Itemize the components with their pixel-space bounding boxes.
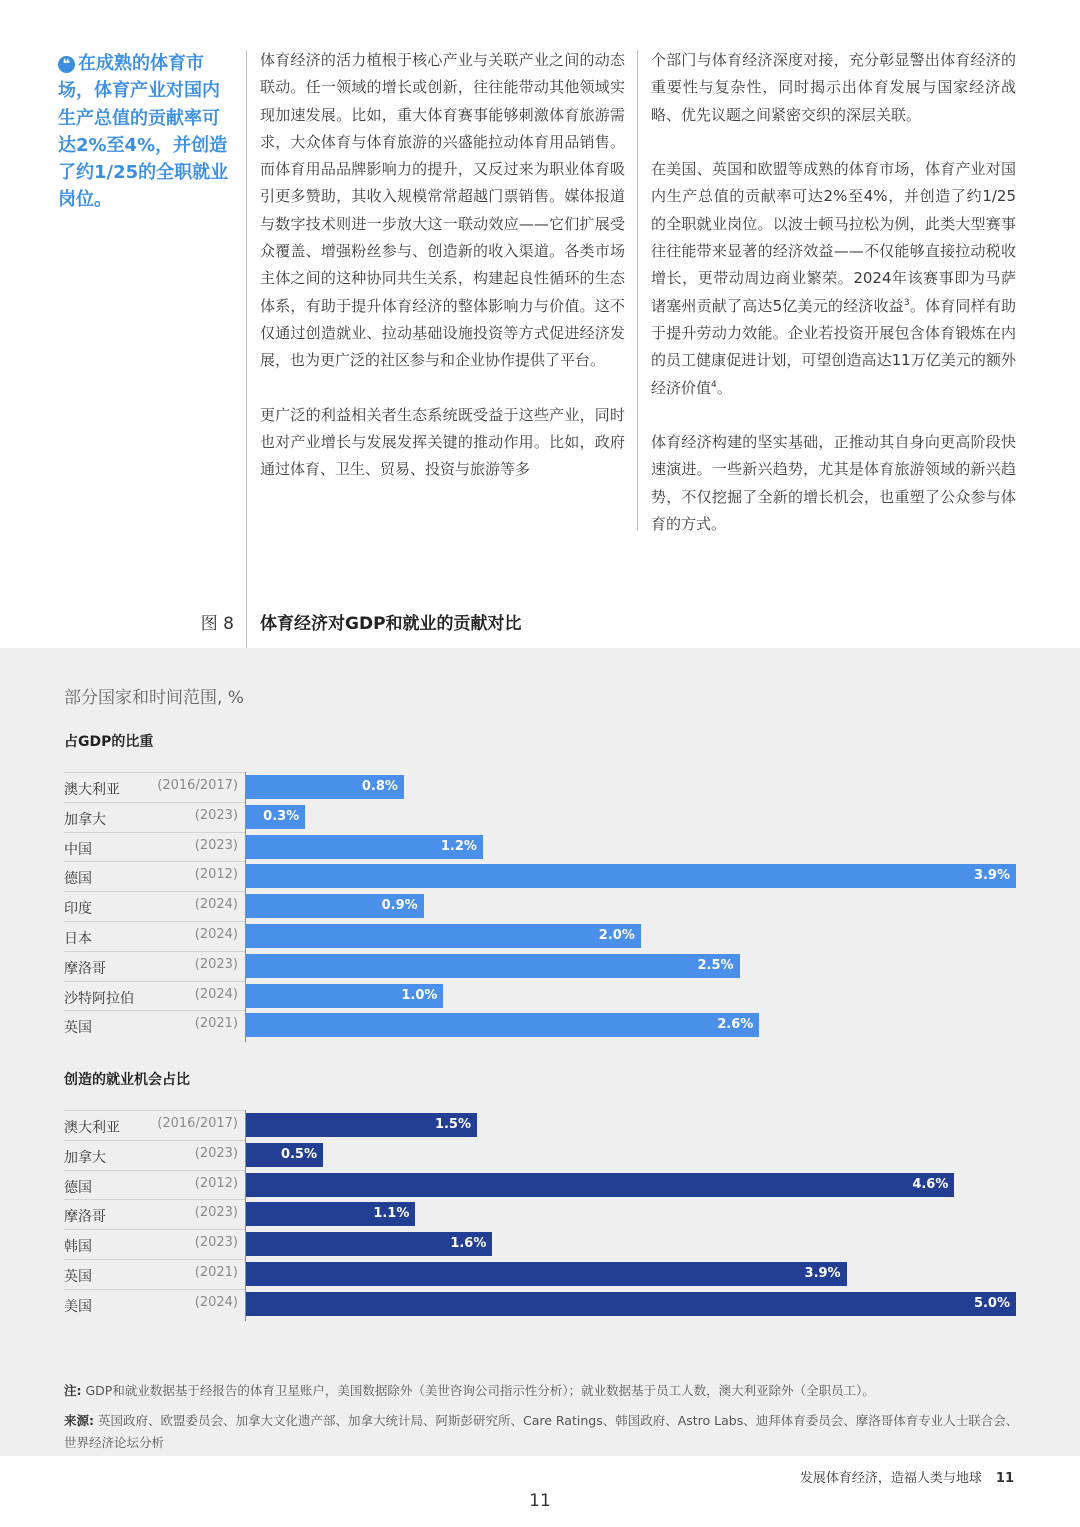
chart-axis [245, 1110, 246, 1321]
chart-row [64, 772, 246, 802]
figure-label: 图 8 [200, 614, 234, 634]
chart-bar [246, 1173, 954, 1197]
gdp-section-title: 占GDP的比重 [64, 734, 154, 750]
year-label: (2023) [194, 956, 238, 972]
bar-value-label: 3.9% [804, 1266, 841, 1281]
chart-bar [246, 775, 404, 799]
body-column-2 [651, 47, 1016, 538]
year-label: (2023) [194, 837, 238, 853]
chart-bar [246, 1113, 477, 1137]
bar-value-label: 3.9% [973, 868, 1010, 884]
chart-bar [246, 1143, 323, 1167]
bar-value-label: 0.9% [381, 898, 418, 914]
year-label: (2024) [194, 1294, 238, 1310]
country-label: 澳大利亚 [64, 782, 120, 798]
country-label: 中国 [64, 841, 92, 858]
year-label: (2021) [194, 1265, 238, 1280]
chart-row [64, 1140, 246, 1170]
country-label: 德国 [64, 871, 92, 888]
year-label: (2023) [194, 807, 238, 823]
bar-value-label: 1.6% [450, 1236, 487, 1252]
pull-quote [58, 50, 236, 214]
paragraph: 体育经济的活力植根于核心产业与关联产业之间的动态联动。任一领域的增长或创新，往往能带动其他领域实现加速发展。比如，重大体育赛事能够刺激体育旅游需求，大众体育与体育旅游的兴盛能拉动体育用品销售。而体育用品品牌影响力的提升，又反过来为职业体育吸引更多赞助，其收入规模常常超越门票销售。媒体报道与数字技术则进一步放大这一联动效应——它们扩展受众覆盖、增强粉丝参与、创造新的收入渠道。各类市场主体之间的这种协同共生关系，构建起良性循环的生态体系，有助于提升体育经济的整体影响力与价值。这不仅通过创造就业、拉动基础设施投资等方式促进经济发展，也为更广泛的社区参与和企业协作提供了平台。 [260, 51, 625, 370]
chart-row [64, 1110, 246, 1140]
chart-note: 注: GDP和就业数据基于经报告的体育卫星账户，美国数据除外（美世咨询公司指示性分析）；就业数据基于员工人数，澳大利亚除外（全职员工）。 [64, 1383, 875, 1398]
bar-value-label: 1.0% [401, 987, 438, 1003]
bar-value-label: 2.6% [717, 1017, 754, 1033]
footnote-ref: 3 [903, 297, 910, 308]
year-label: (2016/2017) [157, 778, 238, 793]
running-footer [800, 1467, 1014, 1486]
bar-value-label: 5.0% [973, 1295, 1010, 1311]
chart-panel [0, 648, 1080, 1456]
paragraph: 体育经济构建的坚实基础，正推动其自身向更高阶段快速演进。一些新兴趋势，尤其是体育旅游领域的新兴趋势，不仅挖掘了全新的增长机会，也重塑了公众参与体育的方式。 [651, 433, 1016, 534]
year-label: (2023) [194, 1145, 238, 1161]
bar-value-label: 0.3% [263, 808, 300, 824]
bar-value-label: 0.8% [361, 779, 398, 794]
footnote-ref: 4 [711, 379, 717, 390]
chart-row [64, 1259, 246, 1289]
chart-bar [246, 805, 305, 829]
chart-row [64, 1289, 246, 1319]
country-label: 摩洛哥 [64, 960, 106, 977]
chart-bar [246, 984, 443, 1008]
country-label: 美国 [64, 1298, 92, 1315]
column-divider-right [637, 50, 638, 530]
chart-bar [246, 1262, 847, 1286]
year-label: (2024) [194, 927, 238, 942]
year-label: (2024) [194, 897, 238, 913]
paragraph: 更广泛的利益相关者生态系统既受益于这些产业，同时也对产业增长与发展发挥关键的推动作用。比如，政府通过体育、卫生、贸易、投资与旅游等多 [260, 405, 625, 479]
year-label: (2012) [194, 1175, 238, 1191]
chart-bar [246, 894, 424, 918]
chart-bar [246, 835, 483, 859]
chart-row [64, 921, 246, 951]
figure-title: 体育经济对GDP和就业的贡献对比 [260, 614, 522, 634]
chart-row [64, 981, 246, 1011]
quote-icon: ❝ [58, 56, 75, 73]
country-label: 英国 [64, 1269, 92, 1285]
country-label: 澳大利亚 [64, 1120, 120, 1136]
chart-bar [246, 1013, 759, 1037]
bar-value-label: 1.5% [434, 1117, 471, 1132]
chart-bar [246, 924, 641, 948]
body-column-1 [260, 47, 625, 484]
year-label: (2023) [194, 1205, 238, 1221]
bar-value-label: 1.2% [440, 838, 477, 854]
chart-row [64, 951, 246, 981]
chart-row [64, 1010, 246, 1040]
paragraph: 在美国、英国和欧盟等成熟的体育市场，体育产业对国内生产总值的贡献率可达2%至4%，并创造了约1/25的全职就业岗位。以波士顿马拉松为例，此类大型赛事往往能带来显著的经济效益——不仅能够直接拉动税收增长，更带动周边商业繁荣。2024年该赛事即为马萨诸塞州贡献了高达5亿美元的经济收益$^3$。体育同样有助于提升劳动力效能。企业若投资开展包含体育锻炼在内的员工健康促进计划，可望创造高达11万亿美元的额外经济价值$^4$。 [651, 160, 1016, 397]
bar-value-label: 2.0% [598, 928, 635, 943]
chart-axis [245, 772, 246, 1042]
country-label: 印度 [64, 901, 92, 918]
chart-bar [246, 1202, 415, 1226]
bar-value-label: 0.5% [280, 1146, 317, 1162]
year-label: (2012) [194, 867, 238, 883]
year-label: (2024) [194, 986, 238, 1002]
country-label: 加拿大 [64, 1149, 106, 1166]
country-label: 韩国 [64, 1239, 92, 1256]
chart-bar [246, 954, 740, 978]
country-label: 摩洛哥 [64, 1209, 106, 1226]
chart-row [64, 1229, 246, 1259]
chart-bar [246, 864, 1016, 888]
country-label: 德国 [64, 1179, 92, 1196]
country-label: 日本 [64, 931, 92, 947]
chart-row [64, 861, 246, 891]
year-label: (2023) [194, 1235, 238, 1251]
country-label: 加拿大 [64, 811, 106, 828]
paragraph: 个部门与体育经济深度对接，充分彰显警出体育经济的重要性与复杂性，同时揭示出体育发展与国家经济战略、优先议题之间紧密交织的深层关联。 [651, 51, 1016, 124]
chart-bar [246, 1232, 492, 1256]
chart-source: 来源: 英国政府、欧盟委员会、加拿大文化遗产部、加拿大统计局、阿斯彭研究所、Care Ratings、韩国政府、Astro Labs、迪拜体育委员会、摩洛哥体育专业人士联合会、世界经济论坛分析 [64, 1413, 1019, 1450]
chart-row [64, 1199, 246, 1229]
column-divider-left [246, 50, 247, 648]
country-label: 英国 [64, 1020, 92, 1037]
country-label: 沙特阿拉伯 [64, 990, 134, 1007]
bar-value-label: 4.6% [912, 1176, 949, 1192]
chart-bar [246, 1292, 1016, 1316]
bar-value-label: 2.5% [697, 957, 734, 973]
pull-quote-text: 在成熟的体育市场，体育产业对国内生产总值的贡献率可达2%至4%，并创造了约1/25的全职就业岗位。 [58, 53, 229, 211]
bar-value-label: 1.1% [373, 1206, 410, 1222]
report-title: 发展体育经济，造福人类与地球 [799, 1471, 982, 1486]
employment-section-title: 创造的就业机会占比 [64, 1072, 190, 1088]
chart-row [64, 1170, 246, 1200]
year-label: (2021) [194, 1016, 238, 1032]
year-label: (2016/2017) [157, 1116, 238, 1131]
chart-subtitle: 部分国家和时间范围, % [64, 688, 244, 708]
chart-row [64, 802, 246, 832]
chart-row [64, 832, 246, 862]
chart-row [64, 891, 246, 921]
page-number-small: 11 [995, 1471, 1014, 1486]
page-number: 11 [529, 1491, 551, 1511]
